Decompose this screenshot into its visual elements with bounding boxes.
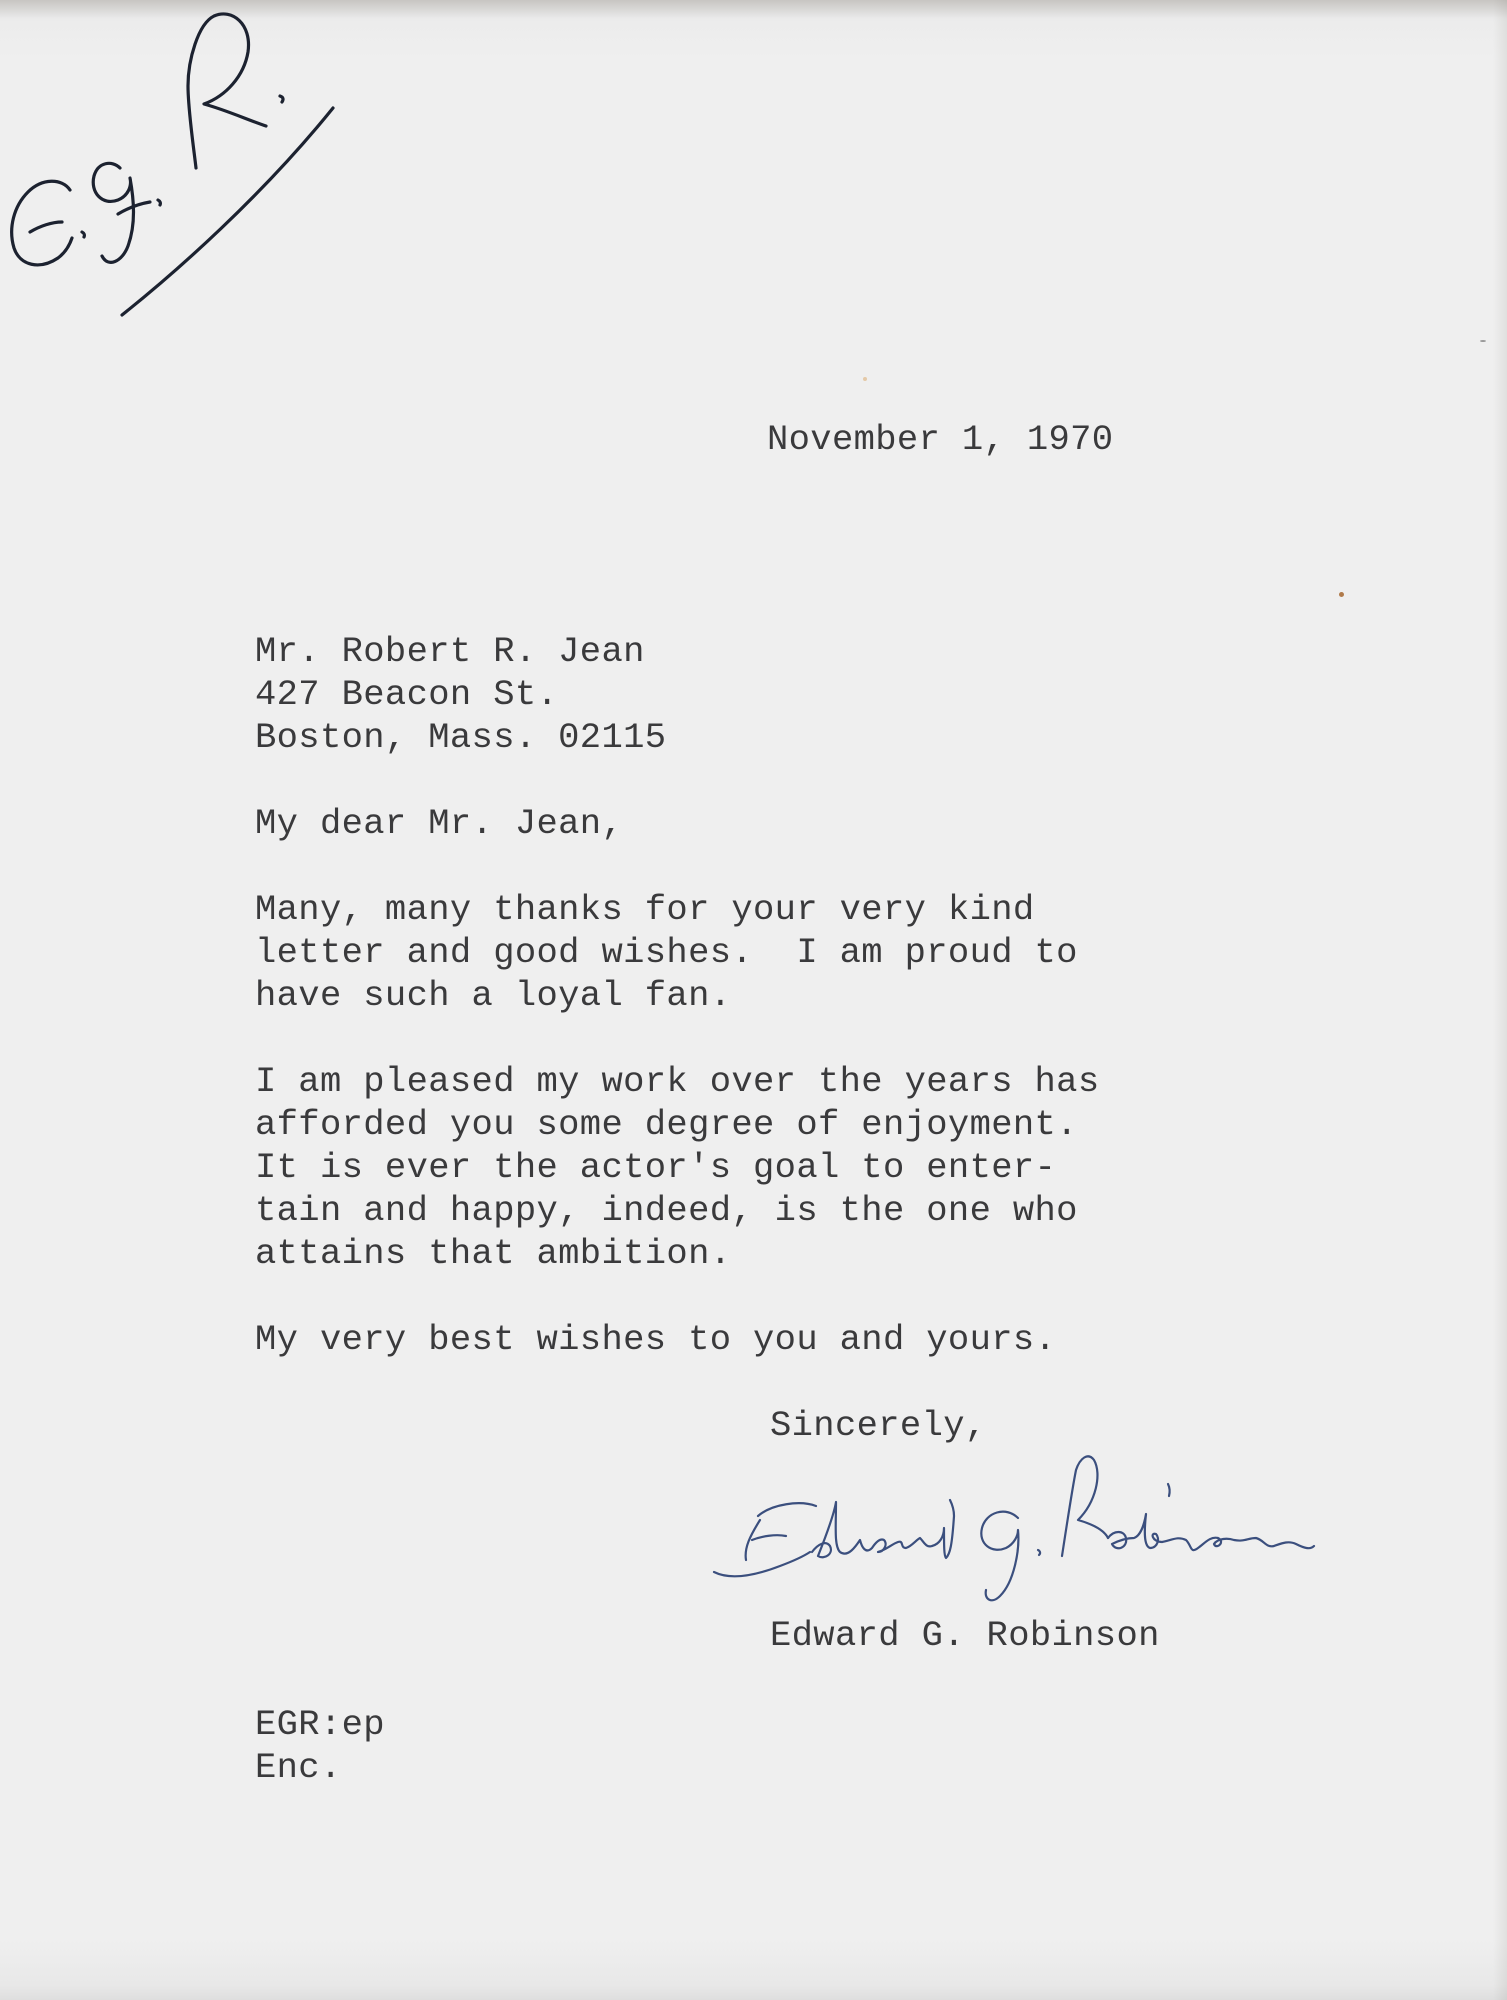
handwritten-signature xyxy=(700,1440,1340,1610)
salutation: My dear Mr. Jean, xyxy=(255,803,624,844)
paragraph-3-line-1: My very best wishes to you and yours. xyxy=(255,1319,1057,1360)
paragraph-2-line-4: tain and happy, indeed, is the one who xyxy=(255,1190,1078,1231)
paragraph-1-line-1: Many, many thanks for your very kind xyxy=(255,889,1035,930)
paragraph-1-line-2: letter and good wishes. I am proud to xyxy=(255,932,1078,973)
recipient-name: Mr. Robert R. Jean xyxy=(255,631,645,672)
paper-speck xyxy=(1339,592,1344,597)
closing: Sincerely, xyxy=(770,1405,987,1446)
reference-initials: EGR:ep xyxy=(255,1704,385,1745)
paragraph-2-line-2: afforded you some degree of enjoyment. xyxy=(255,1104,1078,1145)
paper-speck xyxy=(863,377,867,381)
paragraph-2-line-1: I am pleased my work over the years has xyxy=(255,1061,1100,1102)
letter-date: November 1, 1970 xyxy=(767,419,1114,460)
paragraph-1-line-3: have such a loyal fan. xyxy=(255,975,732,1016)
paper-speck xyxy=(1480,340,1486,342)
recipient-street: 427 Beacon St. xyxy=(255,674,559,715)
signer-name: Edward G. Robinson xyxy=(770,1615,1160,1656)
paragraph-2-line-3: It is ever the actor's goal to enter- xyxy=(255,1147,1057,1188)
recipient-city: Boston, Mass. 02115 xyxy=(255,717,667,758)
handwritten-initials xyxy=(0,0,360,330)
paper-right-shadow xyxy=(1493,0,1507,2000)
paragraph-2-line-5: attains that ambition. xyxy=(255,1233,732,1274)
enclosure-note: Enc. xyxy=(255,1747,342,1788)
